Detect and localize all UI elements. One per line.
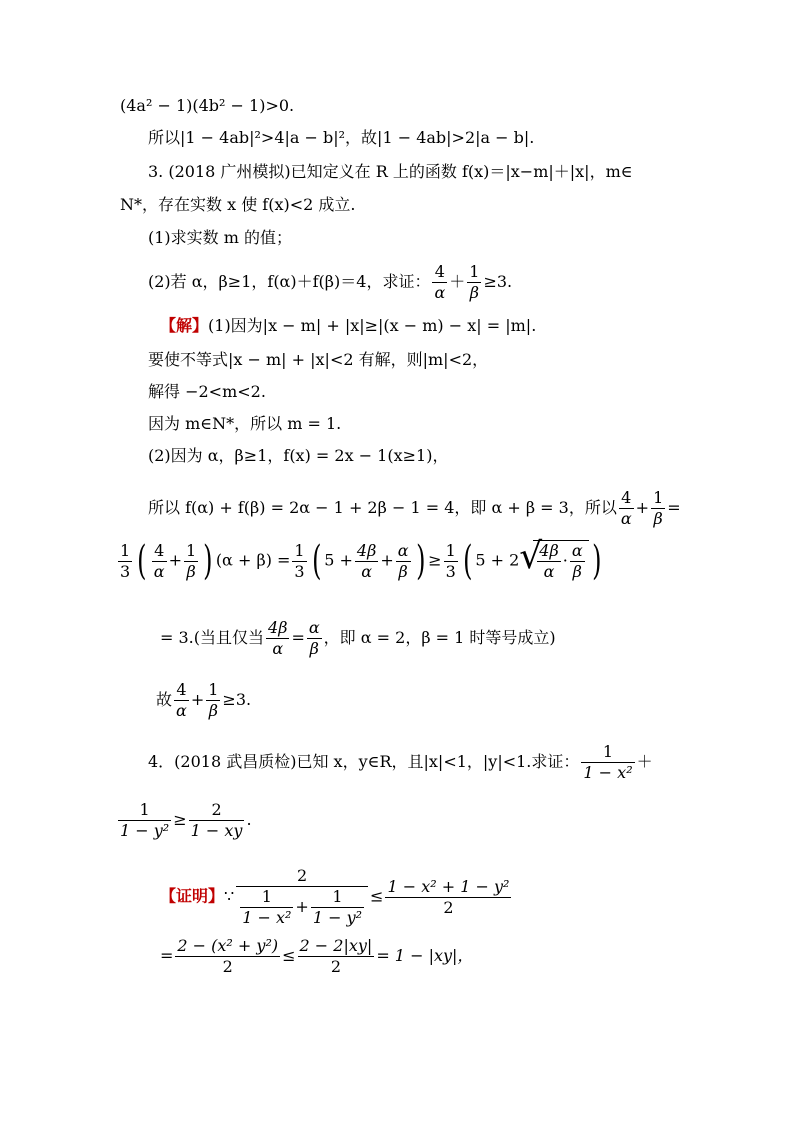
fraction — [174, 680, 189, 721]
solution-line-6 — [148, 488, 681, 529]
solution-tag: 【解】 — [160, 316, 209, 335]
denominator: α — [272, 639, 284, 658]
fraction — [396, 541, 411, 582]
numerator: √ 4β — [539, 541, 559, 560]
denominator: α — [176, 701, 187, 720]
text: 所以 f(α) + f(β) = 2α − 1 + 2β − 1 = 4，即 α + β = 3，所以 — [148, 498, 617, 517]
equals: = — [667, 498, 681, 517]
fraction — [581, 742, 634, 783]
left-paren: ( — [137, 538, 147, 584]
plus: ＋ — [636, 752, 653, 771]
fraction — [432, 262, 447, 303]
equals: = — [291, 628, 305, 647]
ge: ≥ — [173, 810, 187, 829]
fraction — [184, 541, 198, 582]
solution-line-5: (2)因为 α，β≥1，f(x) = 2x − 1(x≥1)， — [148, 446, 449, 465]
ge: ≥ — [428, 550, 442, 570]
text: ≥3. — [222, 690, 252, 709]
denominator: β — [653, 509, 663, 528]
numerator: 1 — [208, 680, 219, 699]
plus: + — [380, 550, 394, 570]
denominator: 2 — [330, 957, 342, 976]
problem-3-q2 — [148, 262, 512, 303]
fraction — [175, 936, 280, 977]
plus: + — [635, 498, 650, 517]
fraction — [266, 618, 289, 659]
numerator: 4 — [619, 488, 634, 509]
numerator: 4β — [268, 618, 288, 637]
problem-3-head: 3. (2018 广州模拟)已知定义在 R 上的函数 f(x)＝|x−m|＋|x|，m∈ — [148, 162, 633, 181]
solution-line-7: $\frac{1}{3}$ ( $\frac{4}{\alpha}$ + $\frac{1}{\beta}$ ) (α + β) = $\frac{1}{3}$ ( 5 + $\frac{4\beta}{\alpha}$ + $\frac{\alpha}{\beta}$ ) ≥ $\frac{1}{3}$ ( 5 + 2 √ $\frac{4\beta}{\alpha}$ · $\frac{\alpha}{\beta}$ ) — [116, 540, 604, 582]
text: = 1 − |xy|， — [376, 946, 474, 965]
plus: + — [190, 690, 205, 709]
plus: ＋ — [449, 272, 466, 291]
solution-line-4: 因为 m∈N*，所以 m = 1. — [148, 414, 342, 433]
numerator: α — [308, 618, 320, 637]
numerator: 1 — [186, 540, 197, 560]
text: (1)因为|x − m| + |x|≥|(x − m) − x| = |m|. — [208, 316, 537, 335]
numerator: 2 — [189, 800, 245, 821]
numerator: 4 — [174, 680, 189, 701]
numerator: 1 — [118, 800, 171, 821]
problem-4-head — [148, 742, 653, 783]
text: = 3.(当且仅当 — [160, 628, 265, 647]
solution-line-1 — [160, 316, 536, 336]
fraction — [570, 541, 585, 582]
fraction — [292, 541, 306, 582]
text: 4．(2018 武昌质检)已知 x，y∈R，且|x|<1，|y|<1.求证： — [148, 752, 580, 771]
denominator: β — [398, 561, 408, 581]
line-conclusion: 所以|1 − 4ab|²>4|a − b|²，故|1 − 4ab|>2|a − b|. — [148, 128, 535, 147]
problem-3-q1: (1)求实数 m 的值； — [148, 228, 293, 247]
numerator: 1 — [311, 887, 364, 908]
text: 5 + 2 — [475, 550, 520, 570]
text: ，即 α = 2，β = 1 时等号成立) — [323, 628, 556, 647]
denominator: 1 − x² — [242, 908, 292, 927]
proof-tag: 【证明】 — [160, 886, 225, 906]
numerator: 1 — [653, 488, 664, 507]
right-paren: ) — [415, 538, 426, 584]
numerator: 1 — [240, 887, 293, 908]
left-paren: ( — [462, 538, 473, 584]
numerator: α — [571, 541, 583, 560]
fraction — [307, 618, 322, 659]
text: 故 — [156, 690, 173, 709]
dot: . — [246, 810, 252, 829]
denominator: α — [153, 561, 165, 581]
text: (α + β) = — [215, 550, 291, 570]
fraction — [651, 488, 665, 529]
denominator: 3 — [120, 561, 131, 581]
denominator: α — [543, 562, 555, 581]
numerator: 4 — [152, 541, 167, 562]
numerator: 1 — [120, 540, 131, 560]
fraction — [537, 541, 560, 582]
numerator: α — [397, 540, 409, 560]
right-paren: ) — [203, 538, 213, 584]
left-paren: ( — [311, 538, 322, 584]
fraction — [298, 936, 375, 977]
le: ≤ — [370, 886, 384, 906]
solution-line-2: 要使不等式|x − m| + |x|<2 有解，则|m|<2， — [148, 350, 489, 369]
numerator: 1 — [581, 742, 634, 763]
denominator: β — [469, 283, 479, 302]
numerator: 1 — [469, 262, 480, 281]
fraction — [152, 541, 167, 582]
fraction — [189, 800, 245, 841]
fraction — [619, 488, 634, 529]
solution-line-8 — [160, 618, 556, 659]
denominator: β — [208, 701, 218, 720]
denominator: 1 − xy — [190, 821, 243, 840]
proof-line-2 — [160, 936, 473, 977]
fraction — [118, 800, 171, 841]
fraction — [311, 887, 364, 928]
denominator: β — [309, 639, 319, 658]
denominator: 1 − x² — [583, 763, 633, 782]
denominator: 3 — [445, 561, 456, 581]
denominator: 1 − y² — [120, 821, 170, 840]
numerator: 1 − x² + 1 − y² — [387, 876, 510, 896]
sqrt — [533, 540, 588, 582]
fraction — [206, 680, 220, 721]
problem-4-head-cont — [116, 800, 252, 841]
fraction — [444, 541, 458, 582]
denominator: 3 — [294, 561, 305, 581]
because: ∵ — [224, 886, 235, 906]
denominator: β — [186, 561, 196, 581]
numerator: 2 − 2|xy| — [299, 936, 373, 955]
text: 5 + — [324, 550, 353, 570]
denominator: 2 — [222, 957, 233, 976]
numerator: 4β — [356, 540, 377, 560]
fraction — [240, 887, 293, 928]
fraction — [385, 877, 511, 918]
fraction — [467, 262, 481, 303]
proof-line-1 — [160, 866, 513, 928]
fraction — [118, 541, 132, 582]
q2-end: ≥3. — [483, 272, 513, 291]
plus: + — [295, 897, 309, 916]
denominator: α — [434, 283, 446, 302]
denominator — [236, 887, 368, 928]
fraction — [355, 541, 378, 582]
solution-line-3: 解得 −2<m<2. — [148, 382, 266, 401]
solution-line-9 — [156, 680, 251, 721]
numerator: 2 — [236, 866, 368, 887]
complex-fraction — [236, 866, 368, 928]
numerator: 1 — [445, 540, 456, 560]
problem-3-head-cont: N*，存在实数 x 使 f(x)<2 成立. — [120, 195, 356, 214]
denominator: α — [361, 561, 373, 581]
denominator: α — [620, 509, 632, 528]
le: ≤ — [282, 946, 296, 965]
right-paren: ) — [591, 538, 602, 584]
numerator: 2 − (x² + y²) — [177, 936, 279, 955]
numerator: 4 — [432, 262, 447, 283]
line-inequality-product: (4a² − 1)(4b² − 1)>0. — [120, 96, 295, 115]
denominator: 2 — [443, 897, 454, 917]
equals: = — [160, 946, 174, 965]
q2-text: (2)若 α，β≥1，f(α)＋f(β)＝4，求证： — [148, 272, 431, 291]
numerator: 1 — [294, 540, 305, 560]
denominator: β — [572, 562, 582, 581]
dot: · — [562, 551, 568, 570]
denominator: 1 − y² — [312, 908, 363, 927]
